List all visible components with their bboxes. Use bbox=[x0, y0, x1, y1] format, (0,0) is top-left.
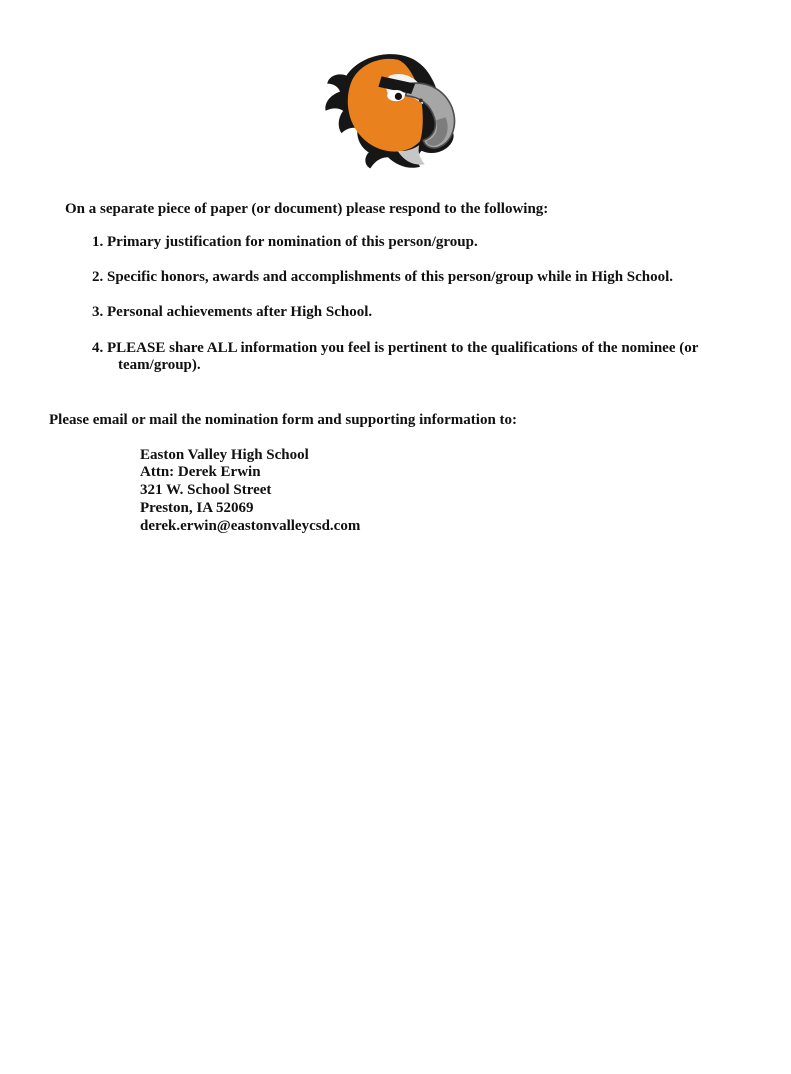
question-list bbox=[92, 234, 791, 374]
hawk-mascot-icon bbox=[311, 50, 481, 170]
mail-instruction: Please email or mail the nomination form and supporting information to: bbox=[49, 412, 518, 428]
address-line-attn: Attn: Derek Erwin bbox=[140, 464, 261, 481]
address-block bbox=[140, 447, 791, 535]
document-body bbox=[49, 200, 791, 535]
address-line-school: Easton Valley High School bbox=[140, 446, 309, 463]
question-item-4: 4. PLEASE share ALL information you feel is pertinent to the qualifications of the nominee (or team/group). bbox=[92, 339, 699, 373]
question-item-3: 3. Personal achievements after High School. bbox=[92, 304, 373, 321]
address-line-email: derek.erwin@eastonvalleycsd.com bbox=[140, 517, 361, 534]
address-line-street: 321 W. School Street bbox=[140, 482, 272, 499]
school-logo bbox=[311, 50, 481, 170]
document-page bbox=[0, 50, 791, 1074]
question-item-2: 2. Specific honors, awards and accomplishments of this person/group while in High School. bbox=[92, 269, 674, 285]
question-item-1: 1. Primary justification for nomination of this person/group. bbox=[92, 233, 478, 250]
address-line-city: Preston, IA 52069 bbox=[140, 499, 254, 516]
intro-line: On a separate piece of paper (or document) please respond to the following: bbox=[65, 201, 549, 217]
